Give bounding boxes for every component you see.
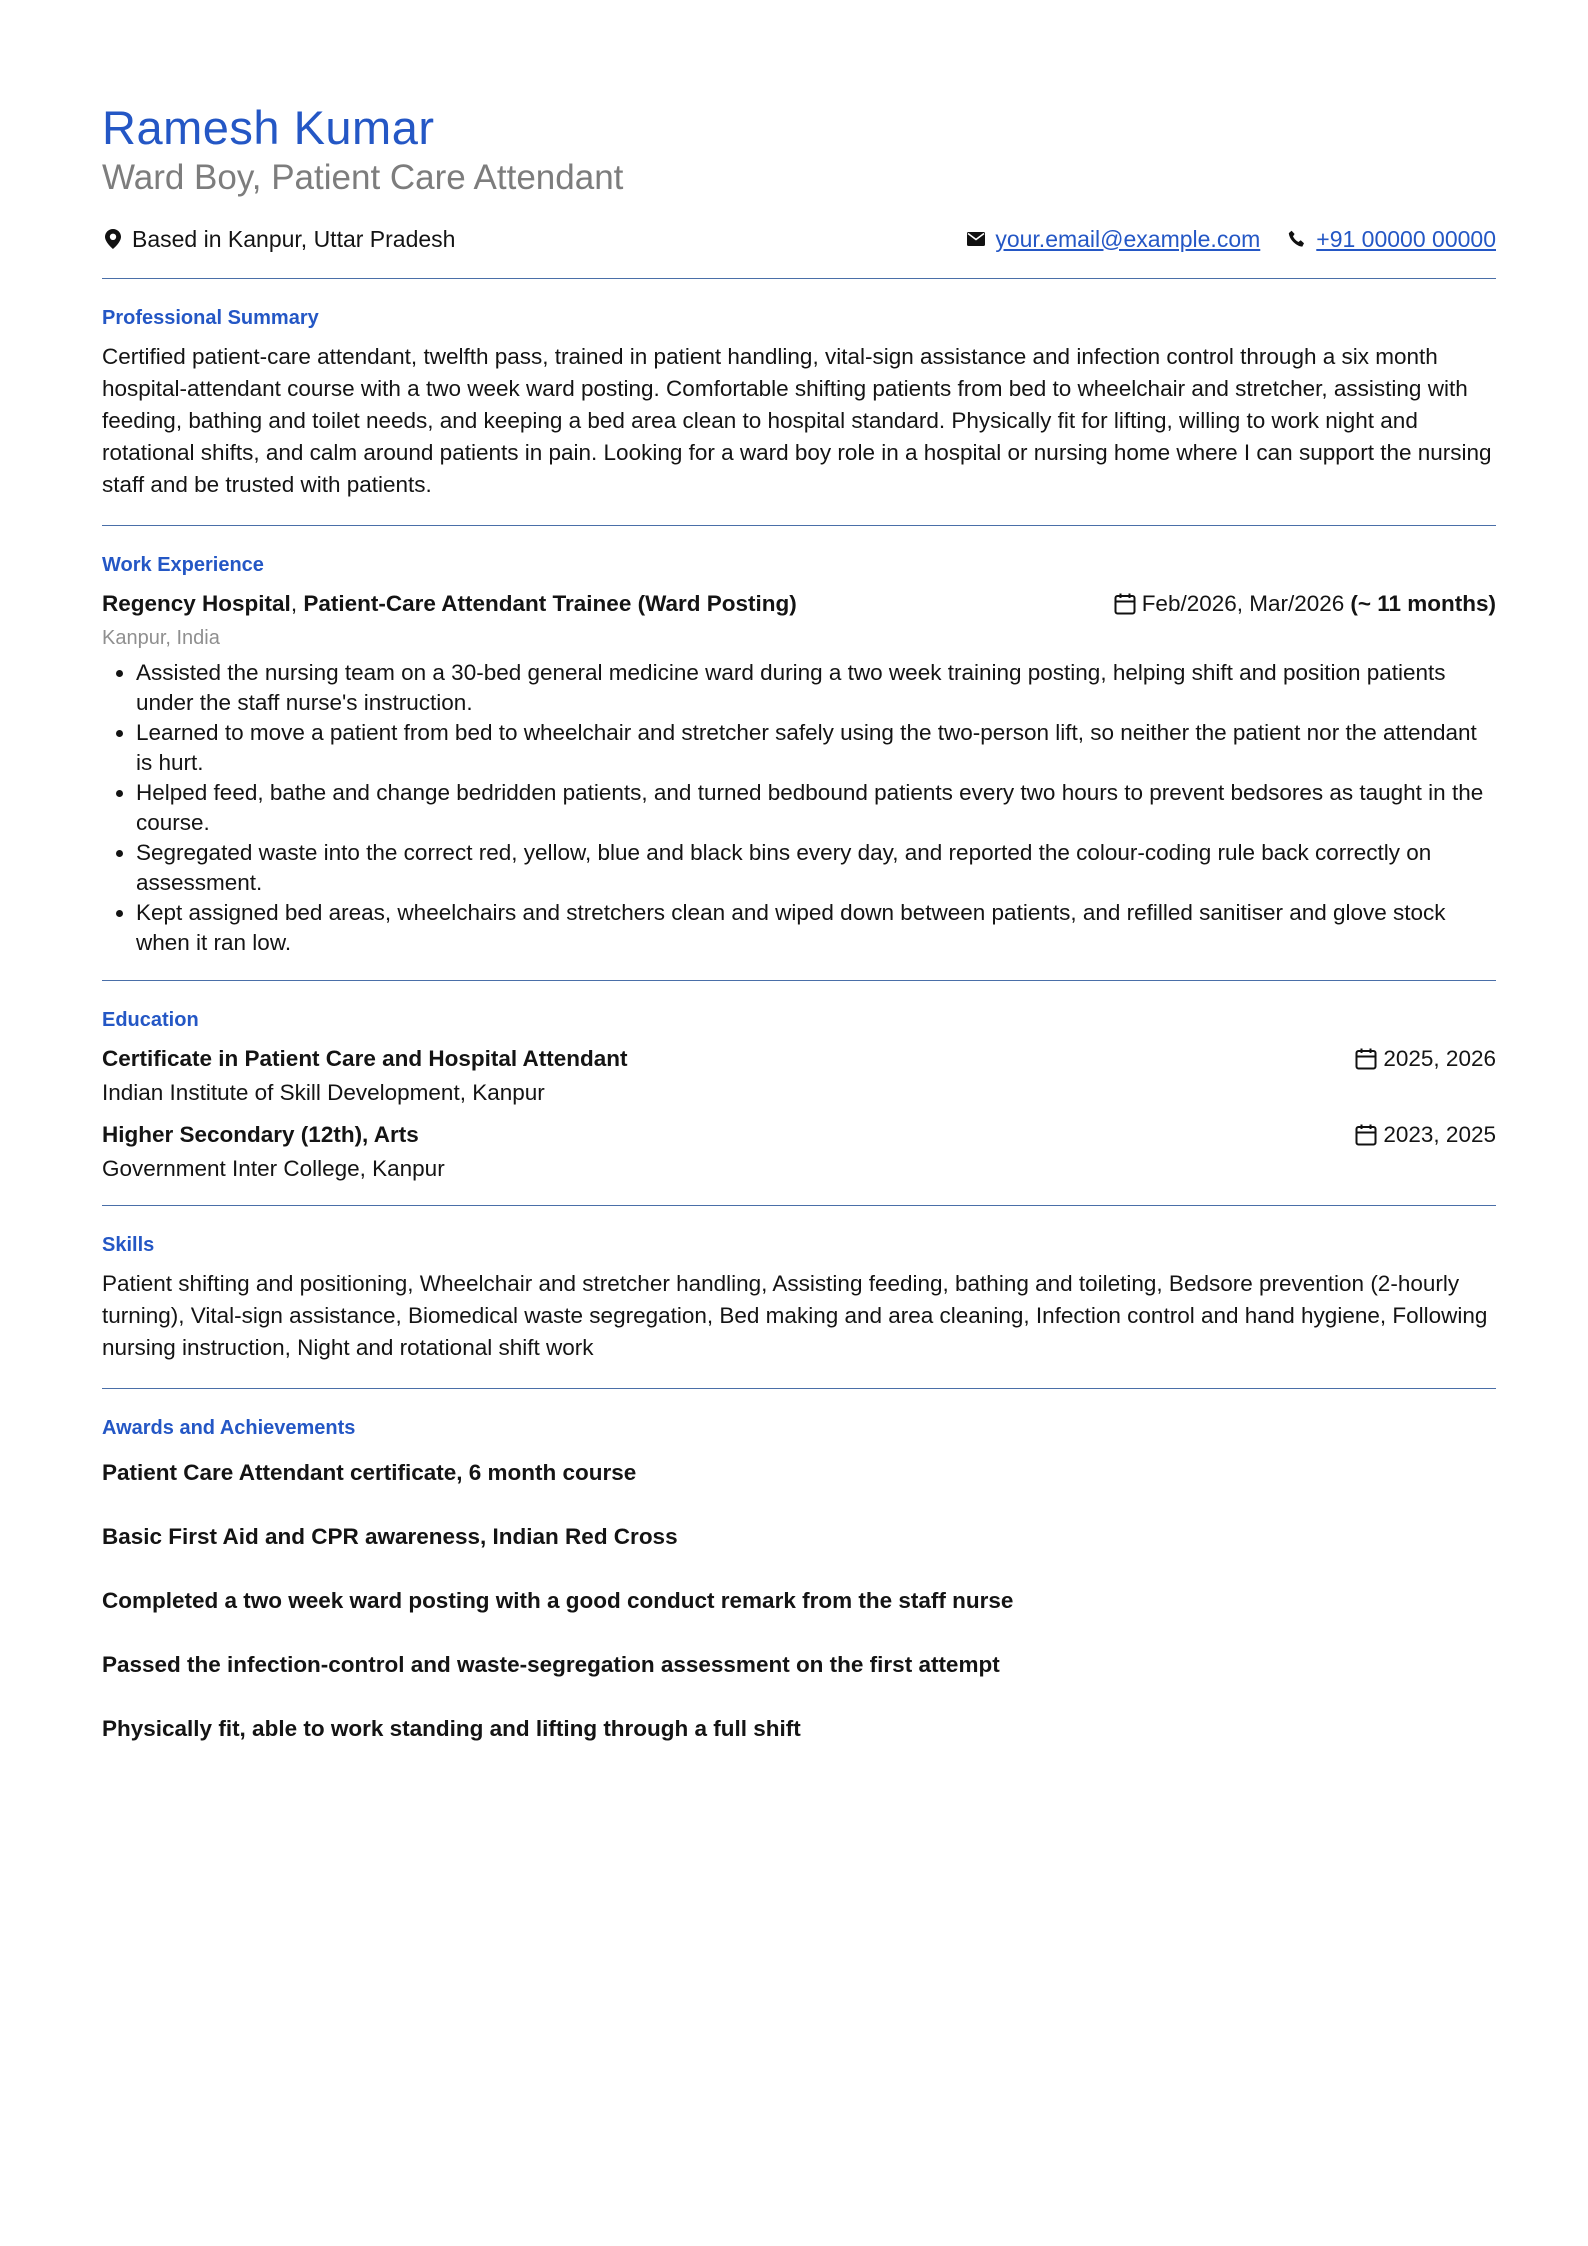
employer-separator: , xyxy=(290,591,298,616)
job-role: Patient-Care Attendant Trainee (Ward Posting) xyxy=(303,591,797,616)
envelope-icon xyxy=(965,228,987,250)
skills-section xyxy=(102,1232,1496,1364)
phone-link[interactable]: +91 00000 00000 xyxy=(1316,225,1496,252)
education-dates xyxy=(1355,1043,1496,1075)
education-date-range: 2023, 2025 xyxy=(1383,1122,1496,1147)
experience-heading xyxy=(102,588,797,620)
award-item: Basic First Aid and CPR awareness, Indian Red Cross xyxy=(102,1524,678,1549)
education-section xyxy=(102,1007,1496,1185)
divider xyxy=(102,1205,1496,1206)
email-contact xyxy=(965,226,1260,253)
award-item: Passed the infection-control and waste-segregation assessment on the first attempt xyxy=(102,1652,1000,1677)
section-title-experience: Work Experience xyxy=(102,554,264,576)
calendar-icon xyxy=(1355,1124,1377,1146)
education-entry xyxy=(102,1043,1496,1109)
section-title-education: Education xyxy=(102,1009,199,1031)
education-entry-header xyxy=(102,1043,1496,1075)
list-item: • Kept assigned bed areas, wheelchairs and stretchers clean and wiped down between patients, and refilled sanitiser and glove stock when it ran low. xyxy=(136,898,1496,958)
divider xyxy=(102,525,1496,526)
award-item: Completed a two week ward posting with a good conduct remark from the staff nurse xyxy=(102,1588,1014,1613)
experience-date-range: Feb/2026, Mar/2026 xyxy=(1141,591,1345,616)
list-item: • Learned to move a patient from bed to wheelchair and stretcher safely using the two-person lift, so neither the patient nor the attendant is hurt. xyxy=(136,718,1496,778)
candidate-title: Ward Boy, Patient Care Attendant xyxy=(102,158,624,197)
calendar-icon xyxy=(1355,1048,1377,1070)
experience-bullets xyxy=(102,658,1496,958)
calendar-icon xyxy=(1114,593,1136,615)
experience-dates xyxy=(1114,588,1496,620)
section-title-awards: Awards and Achievements xyxy=(102,1417,356,1439)
summary-section xyxy=(102,305,1496,501)
phone-icon xyxy=(1286,228,1308,250)
education-entry-header xyxy=(102,1119,1496,1151)
employer-name: Regency Hospital xyxy=(102,591,291,616)
degree-name: Higher Secondary (12th), Arts xyxy=(102,1122,419,1147)
education-entry xyxy=(102,1119,1496,1185)
location-text: Based in Kanpur, Uttar Pradesh xyxy=(132,225,456,252)
summary-text: Certified patient-care attendant, twelfth pass, trained in patient handling, vital-sign assistance and infection control through a six month hospital-attendant course with a two week ward posting. Comfortable shifting patients from bed to wheelchair and stretcher, assisting with feeding, bathing and toilet needs, and keeping a bed area clean to hospital standard. Physically fit for lifting, willing to work night and rotational shifts, and calm around patients in pain. Looking for a ward boy role in a hospital or nursing home where I can support the nursing staff and be trusted with patients. xyxy=(102,344,1492,497)
experience-entry-header xyxy=(102,588,1496,620)
contact-row xyxy=(102,222,1496,256)
email-link[interactable]: your.email@example.com xyxy=(995,225,1261,252)
list-item: • Segregated waste into the correct red, yellow, blue and black bins every day, and reported the colour-coding rule back correctly on assessment. xyxy=(136,838,1496,898)
award-item: Physically fit, able to work standing and lifting through a full shift xyxy=(102,1716,801,1741)
experience-section xyxy=(102,552,1496,958)
experience-location: Kanpur, India xyxy=(102,627,220,649)
institution-name: Government Inter College, Kanpur xyxy=(102,1156,445,1181)
phone-contact xyxy=(1286,226,1496,253)
contact-links xyxy=(939,226,1496,253)
location-pin-icon xyxy=(102,228,124,250)
skills-text: Patient shifting and positioning, Wheelchair and stretcher handling, Assisting feeding, bathing and toileting, Bedsore prevention (2-hourly turning), Vital-sign assistance, Biomedical waste segregation, Bed making and area cleaning, Infection control and hand hygiene, Following nursing instruction, Night and rotational shift work xyxy=(102,1271,1488,1360)
education-dates xyxy=(1355,1119,1496,1151)
list-item: • Assisted the nursing team on a 30-bed general medicine ward during a two week training posting, helping shift and position patients under the staff nurse's instruction. xyxy=(136,658,1496,718)
divider xyxy=(102,1388,1496,1389)
section-title-skills: Skills xyxy=(102,1234,155,1256)
list-item: • Helped feed, bathe and change bedridden patients, and turned bedbound patients every two hours to prevent bedsores as taught in the course. xyxy=(136,778,1496,838)
contact-location xyxy=(102,226,455,253)
degree-name: Certificate in Patient Care and Hospital Attendant xyxy=(102,1046,628,1071)
award-item: Patient Care Attendant certificate, 6 month course xyxy=(102,1460,637,1485)
institution-name: Indian Institute of Skill Development, Kanpur xyxy=(102,1080,545,1105)
candidate-name: Ramesh Kumar xyxy=(102,101,435,154)
education-date-range: 2025, 2026 xyxy=(1383,1046,1496,1071)
experience-duration: (~ 11 months) xyxy=(1350,591,1496,616)
divider xyxy=(102,278,1496,279)
awards-section xyxy=(102,1415,1496,1745)
divider xyxy=(102,980,1496,981)
section-title-summary: Professional Summary xyxy=(102,307,319,329)
